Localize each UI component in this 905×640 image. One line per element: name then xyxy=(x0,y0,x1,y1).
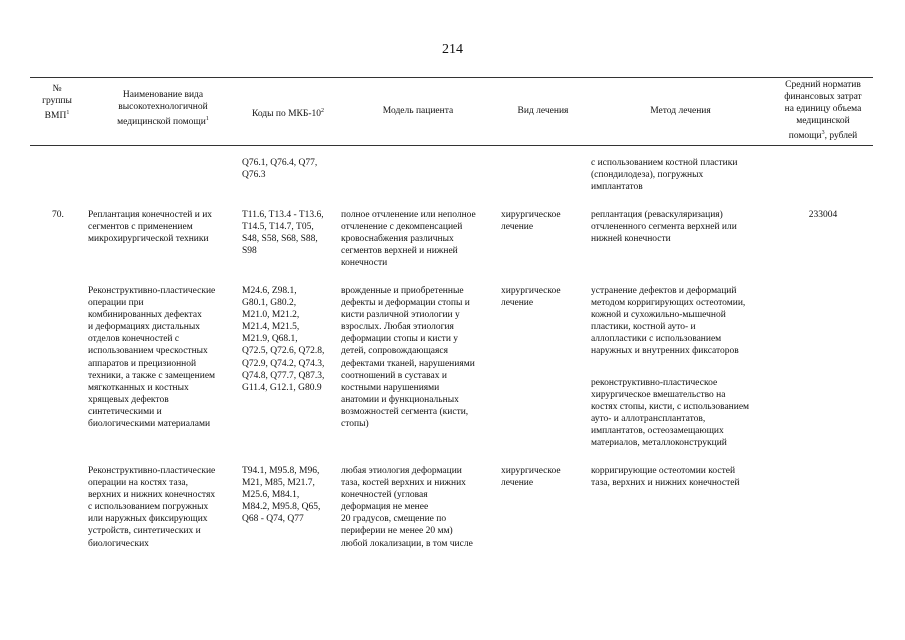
row1-method: реплантация (реваскуляризация) отчлененного сегмента верхней или нижней конечности xyxy=(591,210,737,245)
row2-patient-model: врожденные и приобретенные дефекты и деформации стопы и кисти различной этиологии у взрослых. Любая этиология деформации стопы и кисти у детей, сопровождающаяся дефектами тканей, нарушениями соотношений в суставах и костными нарушениями анатомии и функциональных возможностей сегмента (кисти, стопы) xyxy=(341,286,475,430)
row1-patient-model: полное отчленение или неполное отчленение с декомпенсацией кровоснабжения различных сегментов верхней и нижней конечности xyxy=(341,210,476,269)
row1-number: 70. xyxy=(52,210,64,220)
header-cost-standard: Средний норматив финансовых затрат на единицу объема медицинской помощи$^3$, рублей xyxy=(784,80,862,142)
row0-method: с использованием костной пластики (спондилодеза), погружных имплантатов xyxy=(591,158,738,193)
row2-treatment-type: хирургическое лечение xyxy=(501,286,561,309)
row3-codes: T94.1, M95.8, M96, M21, M85, M21.7, M25.6, M84.1, M84.2, M95.8, Q65, Q68 - Q74, Q77 xyxy=(242,466,321,525)
table-top-border xyxy=(30,77,873,78)
page-number: 214 xyxy=(442,42,463,57)
row2-method-2: реконструктивно-пластическое хирургическое вмешательство на костях стопы, кисти, с использованием ауто- и аллотрансплантатов, имплантатов, остеозамещающих материалов, металлоконструкций xyxy=(591,378,750,449)
row2-codes: M24.6, Z98.1, G80.1, G80.2, M21.0, M21.2, M21.4, M21.5, M21.9, Q68.1, Q72.5, Q72.6, Q72.8, Q72.9, Q74.2, Q74.3, Q74.8, Q77.7, Q87.3, G11.4, G12.1, G80.9 xyxy=(242,286,325,393)
table-header-bottom-border xyxy=(30,145,873,146)
row2-name: Реконструктивно-пластические операции при комбинированных дефектах и деформациях дистальных отделов конечностей с использованием чрескостных аппаратов и прецизионной техники, а также с замещением мягкотканных и костных хрящевых дефектов синтетическими и биологическими материалами xyxy=(88,286,216,430)
row1-cost: 233004 xyxy=(808,210,838,220)
row3-treatment-type: хирургическое лечение xyxy=(501,466,561,489)
row1-codes: T11.6, T13.4 - T13.6, T14.5, T14.7, T05, S48, S58, S68, S88, S98 xyxy=(242,210,324,257)
row3-patient-model: любая этиология деформации таза, костей верхних и нижних конечностей (угловая деформация не менее 20 градусов, смещение по периферии не менее 20 мм) любой локализации, в том числе xyxy=(341,466,473,549)
row1-name: Реплантация конечностей и их сегментов с применением микрохирургической техники xyxy=(88,210,213,245)
header-care-type-name: Наименование вида высокотехнологичной медицинской помощи$^1$ xyxy=(117,90,209,128)
header-patient-model: Модель пациента xyxy=(382,106,454,116)
row3-name: Реконструктивно-пластические операции на костях таза, верхних и нижних конечностях с использованием погружных или наружных фиксирующих устройств, синтетических и биологических xyxy=(88,466,216,549)
row2-method-1: устранение дефектов и деформаций методом корригирующих остеотомии, кожной и сухожильно-мышечной пластики, костной ауто- и аллопластики с использованием наружных и внутренних фиксаторов xyxy=(591,286,746,357)
header-group-number: № группы ВМП$^1$ xyxy=(42,84,72,122)
row0-codes: Q76.1, Q76.4, Q77, Q76.3 xyxy=(242,158,318,181)
row1-treatment-type: хирургическое лечение xyxy=(501,210,561,233)
header-treatment-method: Метод лечения xyxy=(650,106,711,116)
header-icd-codes: Коды по МКБ-$10^2$ xyxy=(251,108,325,120)
header-treatment-type: Вид лечения xyxy=(517,106,569,116)
row3-method: корригирующие остеотомии костей таза, верхних и нижних конечностей xyxy=(591,466,740,489)
